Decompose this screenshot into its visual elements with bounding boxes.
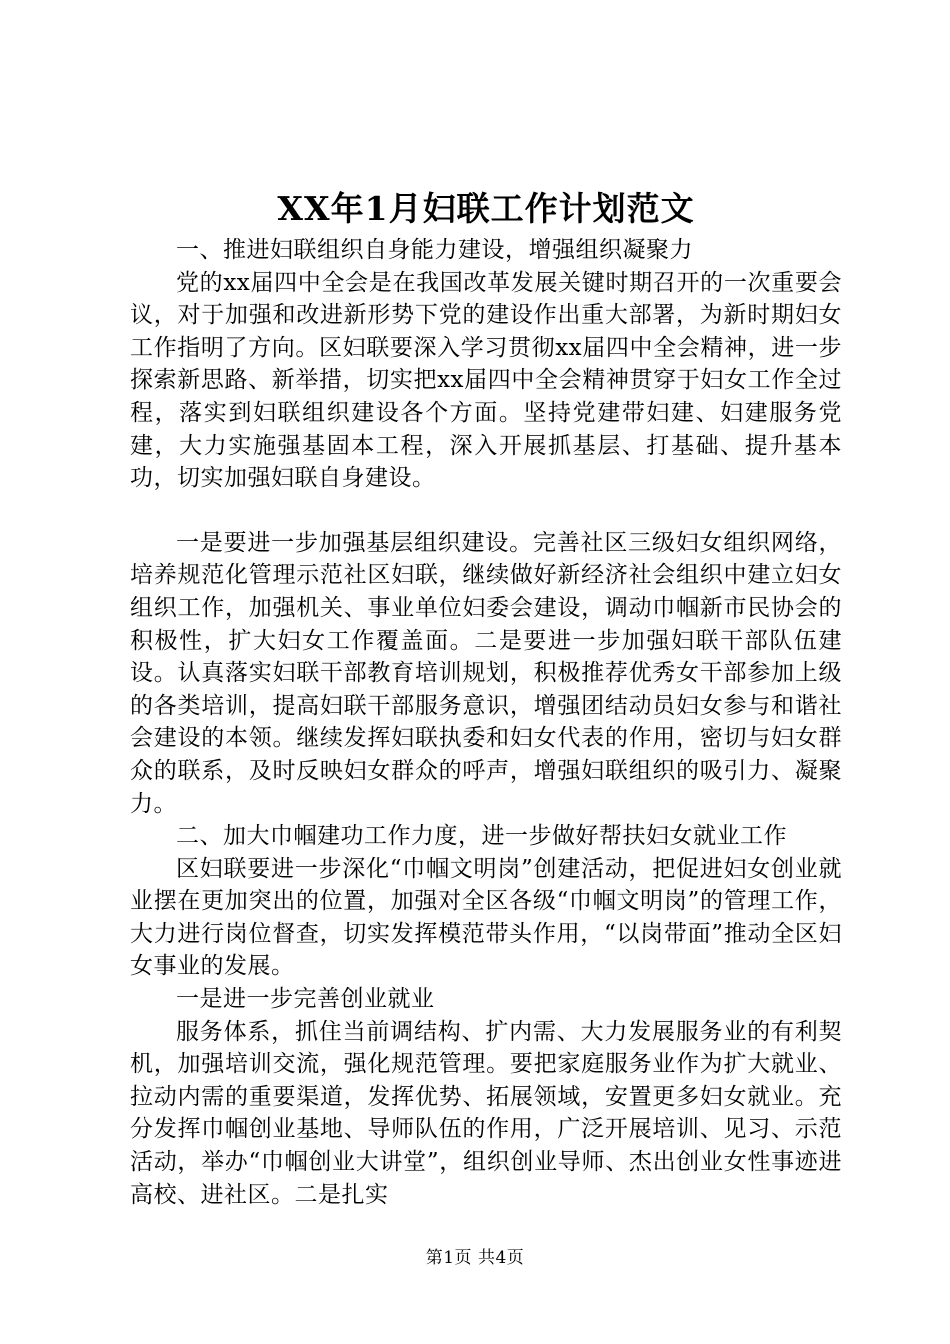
paragraph: 党的xx届四中全会是在我国改革发展关键时期召开的一次重要会议，对于加强和改进新形势下党的建设作出重大部署，为新时期妇女工作指明了方向。区妇联要深入学习贯彻xx届四中全会精神，进一步探索新思路、新举措，切实把xx届四中全会精神贯穿于妇女工作全过程，落实到妇联组织建设各个方面。坚持党建带妇建、妇建服务党建，大力实施强基固本工程，深入开展抓基层、打基础、提升基本功，切实加强妇联自身建设。	[130, 269, 842, 492]
paragraph-gap	[130, 495, 842, 527]
section-heading-2: 二、加大巾帼建功工作力度，进一步做好帮扶妇女就业工作	[176, 823, 787, 850]
document-page	[130, 186, 842, 1211]
document-title: XX年1月妇联工作计划范文	[277, 189, 695, 228]
subheading: 一是进一步完善创业就业	[176, 986, 435, 1013]
paragraph: 服务体系，抓住当前调结构、扩内需、大力发展服务业的有利契机，加强培训交流，强化规范管理。要把家庭服务业作为扩大就业、拉动内需的重要渠道，发挥优势、拓展领域，安置更多妇女就业。充分发挥巾帼创业基地、导师队伍的作用，广泛开展培训、见习、示范活动，举办“巾帼创业大讲堂”，组织创业导师、杰出创业女性事迹进高校、进社区。二是扎实	[130, 1018, 842, 1208]
page-footer: 第1页 共4页	[425, 1248, 525, 1268]
paragraph: 区妇联要进一步深化“巾帼文明岗”创建活动，把促进妇女创业就业摆在更加突出的位置，加强对全区各级“巾帼文明岗”的管理工作，大力进行岗位督查，切实发挥模范带头作用，“以岗带面”推动全区妇女事业的发展。	[130, 855, 842, 980]
paragraph: 一是要进一步加强基层组织建设。完善社区三级妇女组织网络，培养规范化管理示范社区妇联，继续做好新经济社会组织中建立妇女组织工作，加强机关、事业单位妇委会建设，调动巾帼新市民协会的积极性，扩大妇女工作覆盖面。二是要进一步加强妇联干部队伍建设。认真落实妇联干部教育培训规划，积极推荐优秀女干部参加上级的各类培训，提高妇联干部服务意识，增强团结动员妇女参与和谐社会建设的本领。继续发挥妇联执委和妇女代表的作用，密切与妇女群众的联系，及时反映妇女群众的呼声，增强妇联组织的吸引力、凝聚力。	[130, 529, 842, 817]
section-heading-1: 一、推进妇联组织自身能力建设，增强组织凝聚力	[176, 237, 693, 263]
